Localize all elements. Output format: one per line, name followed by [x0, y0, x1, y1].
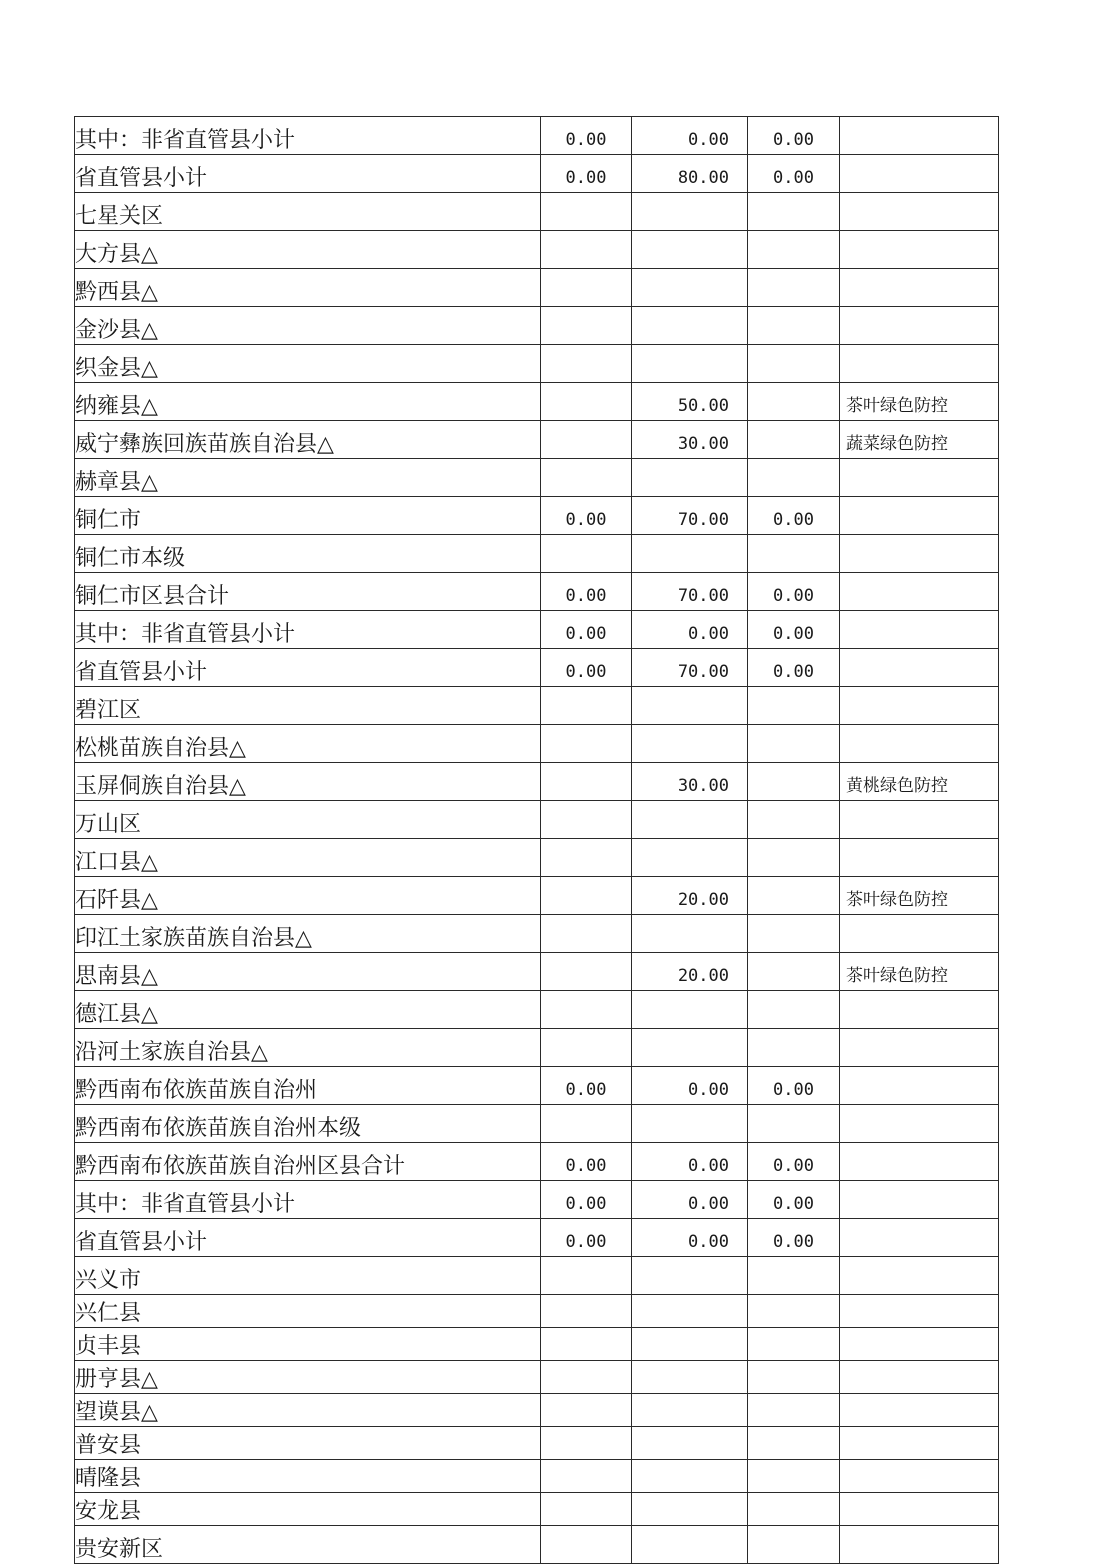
amount-col1-cell — [541, 1029, 632, 1067]
remark-cell — [840, 725, 999, 763]
amount-col1-cell — [541, 345, 632, 383]
amount-col2-cell — [632, 193, 748, 231]
region-name-cell: 省直管县小计 — [75, 1219, 541, 1257]
region-name-cell: 贞丰县 — [75, 1328, 541, 1361]
amount-col1-cell — [541, 421, 632, 459]
amount-col2-cell: 50.00 — [632, 383, 748, 421]
amount-col1-cell — [541, 915, 632, 953]
table-row — [75, 953, 999, 991]
remark-cell — [840, 1257, 999, 1295]
table-row — [75, 459, 999, 497]
region-name-cell: 赫章县△ — [75, 459, 541, 497]
amount-col1-cell — [541, 269, 632, 307]
amount-col1-cell: 0.00 — [541, 611, 632, 649]
table-row — [75, 1143, 999, 1181]
amount-col2-cell — [632, 1328, 748, 1361]
amount-col2-cell: 0.00 — [632, 1143, 748, 1181]
region-name-cell: 黔西南布依族苗族自治州 — [75, 1067, 541, 1105]
remark-cell — [840, 1219, 999, 1257]
amount-col2-cell — [632, 535, 748, 573]
table-row — [75, 1295, 999, 1328]
amount-col1-cell — [541, 839, 632, 877]
table-row — [75, 269, 999, 307]
amount-col3-cell — [748, 345, 840, 383]
region-name-cell: 织金县△ — [75, 345, 541, 383]
amount-col1-cell — [541, 953, 632, 991]
amount-col3-cell — [748, 763, 840, 801]
amount-col1-cell: 0.00 — [541, 1143, 632, 1181]
amount-col2-cell — [632, 269, 748, 307]
remark-cell — [840, 1427, 999, 1460]
amount-col1-cell — [541, 1328, 632, 1361]
amount-col3-cell — [748, 991, 840, 1029]
remark-cell: 茶叶绿色防控 — [840, 953, 999, 991]
amount-col1-cell — [541, 231, 632, 269]
table-row — [75, 763, 999, 801]
amount-col1-cell — [541, 991, 632, 1029]
region-name-cell: 贵安新区 — [75, 1526, 541, 1564]
table-row — [75, 421, 999, 459]
amount-col2-cell: 0.00 — [632, 1219, 748, 1257]
amount-col2-cell: 70.00 — [632, 573, 748, 611]
remark-cell — [840, 459, 999, 497]
amount-col1-cell — [541, 725, 632, 763]
amount-col1-cell — [541, 1526, 632, 1564]
amount-col1-cell — [541, 687, 632, 725]
amount-col1-cell — [541, 1460, 632, 1493]
amount-col1-cell — [541, 459, 632, 497]
region-name-cell: 黔西南布依族苗族自治州本级 — [75, 1105, 541, 1143]
amount-col3-cell — [748, 915, 840, 953]
region-name-cell: 其中：非省直管县小计 — [75, 117, 541, 155]
table-row — [75, 1328, 999, 1361]
remark-cell — [840, 269, 999, 307]
region-name-cell: 碧江区 — [75, 687, 541, 725]
remark-cell — [840, 345, 999, 383]
table-row — [75, 345, 999, 383]
amount-col3-cell — [748, 1029, 840, 1067]
amount-col3-cell: 0.00 — [748, 1181, 840, 1219]
region-name-cell: 其中：非省直管县小计 — [75, 1181, 541, 1219]
remark-cell — [840, 231, 999, 269]
amount-col1-cell — [541, 877, 632, 915]
amount-col3-cell — [748, 307, 840, 345]
table-row — [75, 801, 999, 839]
region-name-cell: 望谟县△ — [75, 1394, 541, 1427]
region-name-cell: 威宁彝族回族苗族自治县△ — [75, 421, 541, 459]
amount-col1-cell — [541, 193, 632, 231]
remark-cell: 黄桃绿色防控 — [840, 763, 999, 801]
region-name-cell: 德江县△ — [75, 991, 541, 1029]
remark-cell — [840, 1143, 999, 1181]
amount-col1-cell: 0.00 — [541, 497, 632, 535]
region-name-cell: 沿河土家族自治县△ — [75, 1029, 541, 1067]
table-row — [75, 383, 999, 421]
table-row — [75, 1029, 999, 1067]
amount-col3-cell — [748, 1427, 840, 1460]
amount-col3-cell — [748, 1257, 840, 1295]
amount-col2-cell — [632, 1257, 748, 1295]
amount-col2-cell — [632, 1526, 748, 1564]
allocation-table — [74, 116, 999, 1564]
amount-col3-cell: 0.00 — [748, 117, 840, 155]
amount-col1-cell: 0.00 — [541, 155, 632, 193]
region-name-cell: 铜仁市本级 — [75, 535, 541, 573]
amount-col2-cell — [632, 801, 748, 839]
amount-col2-cell — [632, 231, 748, 269]
amount-col3-cell: 0.00 — [748, 155, 840, 193]
amount-col3-cell — [748, 1493, 840, 1526]
amount-col1-cell: 0.00 — [541, 649, 632, 687]
remark-cell — [840, 1361, 999, 1394]
amount-col3-cell — [748, 231, 840, 269]
amount-col2-cell — [632, 687, 748, 725]
amount-col1-cell: 0.00 — [541, 117, 632, 155]
region-name-cell: 石阡县△ — [75, 877, 541, 915]
amount-col3-cell — [748, 1361, 840, 1394]
table-row — [75, 687, 999, 725]
amount-col1-cell — [541, 535, 632, 573]
amount-col2-cell: 20.00 — [632, 953, 748, 991]
region-name-cell: 印江土家族苗族自治县△ — [75, 915, 541, 953]
amount-col2-cell — [632, 345, 748, 383]
table-row — [75, 725, 999, 763]
amount-col3-cell — [748, 1105, 840, 1143]
amount-col1-cell — [541, 1295, 632, 1328]
region-name-cell: 江口县△ — [75, 839, 541, 877]
table-row — [75, 1427, 999, 1460]
amount-col3-cell: 0.00 — [748, 1143, 840, 1181]
amount-col2-cell — [632, 839, 748, 877]
amount-col3-cell — [748, 953, 840, 991]
remark-cell — [840, 1526, 999, 1564]
amount-col1-cell: 0.00 — [541, 1181, 632, 1219]
amount-col3-cell — [748, 535, 840, 573]
amount-col2-cell: 30.00 — [632, 763, 748, 801]
table-row — [75, 1394, 999, 1427]
amount-col3-cell — [748, 1394, 840, 1427]
amount-col3-cell — [748, 801, 840, 839]
amount-col2-cell — [632, 1493, 748, 1526]
remark-cell — [840, 1328, 999, 1361]
table-row — [75, 915, 999, 953]
table-row — [75, 839, 999, 877]
remark-cell — [840, 155, 999, 193]
region-name-cell: 兴仁县 — [75, 1295, 541, 1328]
amount-col1-cell: 0.00 — [541, 573, 632, 611]
region-name-cell: 册亨县△ — [75, 1361, 541, 1394]
table-row — [75, 1493, 999, 1526]
amount-col1-cell — [541, 1105, 632, 1143]
region-name-cell: 松桃苗族自治县△ — [75, 725, 541, 763]
amount-col3-cell: 0.00 — [748, 1219, 840, 1257]
amount-col1-cell — [541, 763, 632, 801]
amount-col2-cell — [632, 991, 748, 1029]
amount-col3-cell — [748, 459, 840, 497]
amount-col2-cell: 0.00 — [632, 117, 748, 155]
amount-col3-cell — [748, 1295, 840, 1328]
remark-cell — [840, 649, 999, 687]
table-row — [75, 117, 999, 155]
amount-col3-cell — [748, 269, 840, 307]
remark-cell — [840, 1181, 999, 1219]
amount-col1-cell — [541, 1257, 632, 1295]
amount-col3-cell: 0.00 — [748, 611, 840, 649]
region-name-cell: 黔西南布依族苗族自治州区县合计 — [75, 1143, 541, 1181]
amount-col2-cell: 70.00 — [632, 649, 748, 687]
remark-cell — [840, 611, 999, 649]
table-row — [75, 991, 999, 1029]
table-row — [75, 1105, 999, 1143]
amount-col3-cell: 0.00 — [748, 649, 840, 687]
amount-col2-cell: 0.00 — [632, 1181, 748, 1219]
amount-col2-cell: 0.00 — [632, 611, 748, 649]
table-row — [75, 307, 999, 345]
remark-cell — [840, 1029, 999, 1067]
remark-cell — [840, 801, 999, 839]
table-row — [75, 877, 999, 915]
amount-col2-cell: 80.00 — [632, 155, 748, 193]
remark-cell — [840, 991, 999, 1029]
remark-cell — [840, 839, 999, 877]
table-row — [75, 1257, 999, 1295]
amount-col1-cell: 0.00 — [541, 1067, 632, 1105]
table-row — [75, 535, 999, 573]
region-name-cell: 纳雍县△ — [75, 383, 541, 421]
amount-col2-cell — [632, 1029, 748, 1067]
region-name-cell: 兴义市 — [75, 1257, 541, 1295]
remark-cell — [840, 687, 999, 725]
amount-col3-cell — [748, 687, 840, 725]
remark-cell — [840, 497, 999, 535]
amount-col1-cell — [541, 383, 632, 421]
region-name-cell: 晴隆县 — [75, 1460, 541, 1493]
remark-cell: 蔬菜绿色防控 — [840, 421, 999, 459]
amount-col3-cell — [748, 1328, 840, 1361]
region-name-cell: 安龙县 — [75, 1493, 541, 1526]
table-row — [75, 1067, 999, 1105]
remark-cell — [840, 535, 999, 573]
amount-col3-cell: 0.00 — [748, 497, 840, 535]
table-row — [75, 611, 999, 649]
remark-cell — [840, 117, 999, 155]
amount-col2-cell: 30.00 — [632, 421, 748, 459]
remark-cell — [840, 1394, 999, 1427]
amount-col1-cell — [541, 307, 632, 345]
amount-col3-cell — [748, 839, 840, 877]
amount-col2-cell — [632, 307, 748, 345]
table-row — [75, 193, 999, 231]
amount-col2-cell — [632, 725, 748, 763]
region-name-cell: 金沙县△ — [75, 307, 541, 345]
region-name-cell: 铜仁市区县合计 — [75, 573, 541, 611]
region-name-cell: 玉屏侗族自治县△ — [75, 763, 541, 801]
amount-col2-cell — [632, 459, 748, 497]
amount-col3-cell: 0.00 — [748, 573, 840, 611]
amount-col2-cell — [632, 1295, 748, 1328]
remark-cell — [840, 193, 999, 231]
amount-col1-cell — [541, 1361, 632, 1394]
amount-col3-cell — [748, 421, 840, 459]
amount-col3-cell — [748, 193, 840, 231]
amount-col2-cell — [632, 1427, 748, 1460]
amount-col1-cell — [541, 1427, 632, 1460]
region-name-cell: 省直管县小计 — [75, 649, 541, 687]
remark-cell: 茶叶绿色防控 — [840, 877, 999, 915]
region-name-cell: 省直管县小计 — [75, 155, 541, 193]
table-row — [75, 1181, 999, 1219]
region-name-cell: 大方县△ — [75, 231, 541, 269]
table-row — [75, 1526, 999, 1564]
amount-col1-cell — [541, 1394, 632, 1427]
remark-cell — [840, 1493, 999, 1526]
table-row — [75, 231, 999, 269]
amount-col2-cell: 70.00 — [632, 497, 748, 535]
amount-col3-cell — [748, 1526, 840, 1564]
remark-cell — [840, 307, 999, 345]
amount-col3-cell: 0.00 — [748, 1067, 840, 1105]
table-body — [75, 117, 999, 1564]
amount-col1-cell — [541, 1493, 632, 1526]
table-row — [75, 1361, 999, 1394]
remark-cell — [840, 1105, 999, 1143]
amount-col3-cell — [748, 725, 840, 763]
amount-col1-cell — [541, 801, 632, 839]
amount-col2-cell: 20.00 — [632, 877, 748, 915]
amount-col3-cell — [748, 877, 840, 915]
region-name-cell: 万山区 — [75, 801, 541, 839]
amount-col2-cell — [632, 915, 748, 953]
amount-col2-cell — [632, 1460, 748, 1493]
amount-col1-cell: 0.00 — [541, 1219, 632, 1257]
table-row — [75, 573, 999, 611]
region-name-cell: 七星关区 — [75, 193, 541, 231]
table-row — [75, 497, 999, 535]
remark-cell: 茶叶绿色防控 — [840, 383, 999, 421]
remark-cell — [840, 1460, 999, 1493]
amount-col3-cell — [748, 1460, 840, 1493]
remark-cell — [840, 915, 999, 953]
amount-col3-cell — [748, 383, 840, 421]
region-name-cell: 铜仁市 — [75, 497, 541, 535]
amount-col2-cell — [632, 1394, 748, 1427]
amount-col2-cell — [632, 1105, 748, 1143]
region-name-cell: 其中：非省直管县小计 — [75, 611, 541, 649]
table-row — [75, 155, 999, 193]
table-row — [75, 1460, 999, 1493]
remark-cell — [840, 1295, 999, 1328]
region-name-cell: 思南县△ — [75, 953, 541, 991]
table-row — [75, 649, 999, 687]
table-row — [75, 1219, 999, 1257]
region-name-cell: 普安县 — [75, 1427, 541, 1460]
region-name-cell: 黔西县△ — [75, 269, 541, 307]
amount-col2-cell: 0.00 — [632, 1067, 748, 1105]
remark-cell — [840, 573, 999, 611]
remark-cell — [840, 1067, 999, 1105]
amount-col2-cell — [632, 1361, 748, 1394]
